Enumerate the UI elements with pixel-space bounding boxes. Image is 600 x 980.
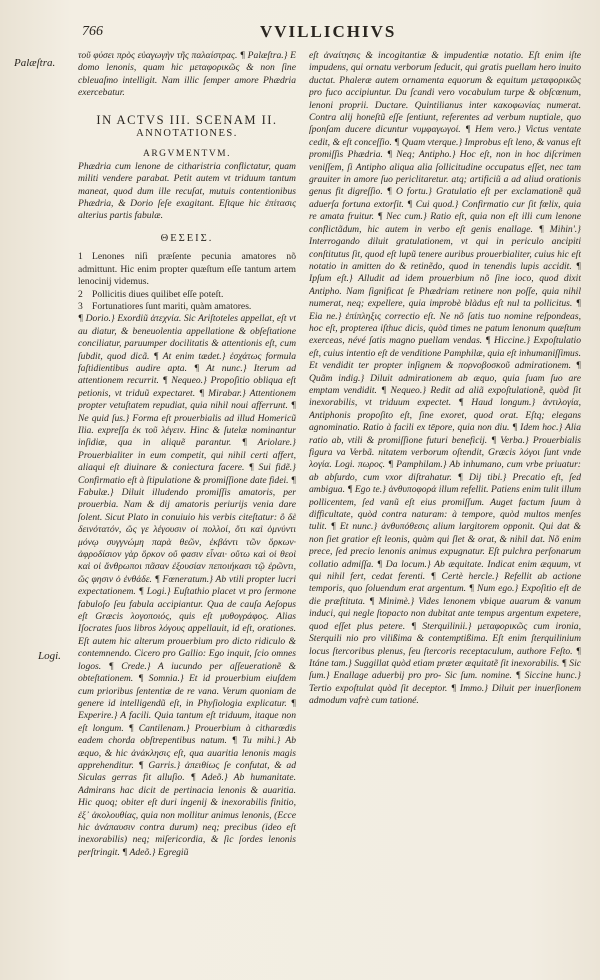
act-heading: IN ACTVS III. SCENAM II.: [96, 112, 278, 127]
thesis-number: 2: [78, 288, 83, 300]
annotationes-heading: ANNOTATIONES.: [136, 128, 238, 140]
page-number: 766: [82, 24, 103, 39]
margin-note-logi: Logi.: [38, 650, 61, 662]
theses-list: [78, 251, 296, 313]
thesis-text: Lenones niſi præſente pecunia amatores nõ admittunt. Hic enim propter quæſtum eſſe tantum artem lenocinij videmus.: [78, 251, 296, 288]
argumentum-paragraph: Phædria cum lenone de citharistria conflictatur, quam militi vendere parabat. Petit autem vt triduum tantum maneat, quod dum ille recuſat, mutuis contentionibus Phædria, & Dorio ſeſe exagitant. Eſtque hic ἐπίτασις alterius partis fabulæ.: [78, 160, 296, 222]
thesis-item: [78, 301, 296, 313]
right-commentary: eſt ἀναίτησις & incogitantiæ & impudentiæ notatio. Eſt enim iſte impudens, qui ornatu verborum ſeducit, qui gratis puellam hero inuito ductat. Phaleræ autem ornamenta equorum & equitum μεταφορικῶς pro fuco accipiuntur. Du ſcandi vero vocabulum turpe & obſcœnum, lenoni proprii. Ductare. Quintilianus inter κακοφωνίας numerat. Contra alij honeſtũ eſſe ſentiunt, referentes ad verbum nuptiale, quo ſponſam ducere dicuntur νυμφαγωγοί. ¶ Hem vero.} Victus ventate cedit, & eſt conceſſio. ¶ Quam vterque.} Improbus eſt leno, & vanus eſt promiſſis Phædria. ¶ Neq; Antipho.} Hoc eſt, non in hoc diſcrimen veniſſem, ſi Antipho aliqua alia ſollicitudine occupatus eſſet, nec tam grauiter in amore ſuo periclitaretur. atq; artificiũ a ad aliud orationis genus fit digreſſio. ¶ O fortu.} Gratulatio eſt per exclamationẽ quã aduerſa fortuna extorſit. ¶ Cui quod.} Confirmatio cur ſit fœlix, quia re amata fruitur. ¶ Nec cum.} Ratio eſt, quia non eſt illi cum lenone conflictãdum, hic autem in verbo eſt genis enallage. ¶ Mihin'.} Interrogando diluit gratulationem, vt qui in periculo ancipiti conſtitutus ſit, quod eſt lupũ tenere auribus prouerbialiter, cuius hic eſt notatio in amitten do & retinẽdo, quod in tenendis lupis accidit. ¶ Ipſum eſt.} Alludit ad idem prouerbium nõ ſine ioco, quod dixit Antipho. Nam ſignificat ſe Phædriam retinere non poſſe, quia nihil numerat, neq; expellere, quia improbè blàdus eſt nul ta pollicitus. ¶ Eia ne.} ἐπίπληξις correctio eſt. Ne nõ ſatis tuo nomine reſpondeas, hoc eſt, propterea iſthuc dicis, quòd times ne patum lenonum quæſtum exerceas, névé ſatis magno puellam vendas. ¶ Hiccine.} Expoſtulatio eſt, cuius intentio eſt de venditione Pamphilæ, quia eſt inhumaniſſimus. Et vendidit ter propter inſignem & πορνοβοσκοῦ admirationem. ¶ Quãm indig.} Diluit admirationem ab æquo, quia ſuam ſuo are emptam vendidit. ¶ Nequeo.} Redit ad aliã expoſtulationẽ, quòd ſit inexorabilis, vt triduum expectet. ¶ Haud longum.} ἀντιλογία, Antiphonis propoſito eſt, ſine exoret, quod orat. Eſtq; elegans agnominatio. Ratio à facili ex tēpore, quia non diu. ¶ Idem hoc.} Alia ratio ab, vtili & promiſſione futuri beneficij. ¶ Verba.} Prouerbialis figura va Verbã. nitatem verborum oſtendit, Græcis λόγοι ſunt vnde λογία. Logi. πωρος. ¶ Pamphilam.} Ab inhumano, cum vrbe priuatur: ab abſurdo, cum vxor diſtrahatur. ¶ Dij tibi.} Precatio eſt, ſed ambigua. ¶ Ego te.} ἀνθυποφορά illum refellit. Patiens enim tulit illum pollicentem, ſed vanũ eſt eius promiſſum. Auget factum ſuum à difficultate, quòd contra naturam: à tempore, quòd multos menſes tulit. ¶ Et nunc.} ἀνθυπόθεσις alium largitorem opponit. Qui dat & non ſiet gratior eſt leonis, quàm qui ſlet & orat, & nihil dat. Nõ enim prece, ſed precio lenonis animus expugnatur. Eſt pulchra perſonarum collatio admiſſa. ¶ Da locum.} Ab æquitate. Indicat enim æquum, vt qui nihil fert, cedat ferenti. ¶ Certè hercle.} Refellit ab actione temporis, quo ſoluendum erat argentum. ¶ Num ego.} Expoſitio eſt de die præſtituta. ¶ Minimè.} Vides lenonem vbique auarum & vanum induci, qui negle ſtopacto non dubitat ante tempus argentum expetere, quod eſſet plus petere. ¶ Sterquilinii.} μεταφορικῶς cum ironia, Sterquili nio pro vilißima & contemptißima. Eſt enim ſterquilinium locus ſtercoribus plenus, ſeu ſtercoris receptaculum, authore Feſto. ¶ Itáne tam.} Suggillat quòd etiam præter æquitatẽ ſit inexorabilis. ¶ Sic ſum.} Enallage aduerbij pro pro- Sic ſum. nomine. ¶ Siccine hunc.} Tertio expoſtulat quòd ſit deceptor. ¶ Immo.} Diluit per inuerſionem admodum vafrè cum tationé.: [309, 50, 581, 707]
running-title: VVILLICHIVS: [260, 22, 397, 41]
page-header: [82, 22, 582, 44]
argumentum-heading: ARGVMENTVM.: [142, 149, 231, 160]
left-column: [78, 50, 296, 955]
thesis-text: Pollicitis diues quilibet eſſe poteſt.: [92, 288, 224, 300]
thesis-number: 1: [78, 251, 83, 263]
thesis-item: [78, 289, 296, 301]
left-commentary: ¶ Dorio.} Exordiũ ἀτεχνία. Sic Ariſtoteles appellat, eſt vt au diatur, & beneuolentia appellatione & obſeſtatione conciliatur, paruumper docilitatis & attentionis eſt, cum ſubdit, quod dicã. ¶ At enim tædet.} ἐσχάτως formula faſtidientibus audire apta. ¶ At nunc.} Iterum ad attentionem recurrit. ¶ Nequeo.} Propoſitio obliqua eſt petionis, vt triduũ expectaret. ¶ Mirabar.} Attentionem propter vetuſtatem repudiat, quia nihil noui afferrunt. ¶ Ne quid ſus.} Forma eſt prouerbialis ad illud Homericũ Ilia. expreſſa ἐκ τοῦ λέγειν. Hinc & ſutelæ nominantur inſidiæ, qua in aliquẽ parantur. ¶ Ariolare.} Prouerbialiter in eum competit, qui nihil certi affert, aliaqui eſt diuinare & coniectura facere. ¶ Sui fidẽ.} Confirmatio eſt à ſtipulatione & promiſſione date fidei. ¶ Fabulæ.} Diluit illudendo promiſſis amatoris, per prouerbia. Nam & dij amatoris periurijs venia dare ſolent. Sicut Plato in conuiuio his verbis citeſtatur: ὃ δὲ δεινότατόν, ὥς γε λέγουσιν οἱ πολλοί, ὅτι καὶ ὀμνύντι μόνῳ συγγνώμη παρὰ θεῶν, ἐκβάντι τῶν ὅρκων· ἀφροδίσιον γὰρ ὅρκον οὔ φασιν εἶναι· οὕτω καὶ οἱ θεοὶ καὶ οἱ ἄνθρωποι πᾶσαν ἐξουσίαν πεποιήκασι τῷ ἐρῶντι, ὥς φησιν ὁ ἐνθάδε. ¶ Fœneratum.} Ab vtili propter lucri expectationem. ¶ Logi.} Euſtathio placet vt pro ſermone fabuloſo ſeu fabula accipiantur. Qua de cauſa Aeſopus eſt Græcis λογοποιός, quis eſt μυθογράφος. Alias Iſocrates ſuos libros λόγους appellauit, id eſt, orationes. Eſt autem hic alterum prouerbium pro dicto ridiculo & contemnendo. Cicero pro Gallio: Ego inquit, ſcio omnes logos. ¶ Crede.} A iucundo per aſſeuerationẽ & obteſtationem. ¶ Somnia.} Et id prouerbium eiuſdem cum prioribus ſententiæ de re vana. Verum quoniam de genere id intelligendũ eſt, in Phyſiologia explicatur. ¶ Experire.} A facili. Quia tantum eſt triduum, itaque non eſt longum. ¶ Cantilenam.} Prouerbium à citharœdis eadem chorda obſtrepentibus natum. ¶ Tu mihi.} Ab æquo, & hic ἀνάκλησις eſt, qua auaritia lenonis magis apprehenditur. ¶ Garris.} ἀπειθίως ſe confutat, & ad Siculas gerras fit alluſio. ¶ Adeõ.} Ab humanitate. Admirans hac dicit de pertinacia lenonis & auaritia. Hic quoq; obiter eſt duri ingenij & inexorabilis finitio, ἐξ᾽ ἀκολουθίας, quia non mollitur animus lenonis, (Ecce hic ἀνάπαυσιν contra durum) neq; precibus (ideo eſt inexorabilis) neq; miſericordia, & ſic ſordes lenonis perſtringit. ¶ Adeõ.} Egregiũ: [78, 313, 296, 858]
margin-note-palaestra: Palæſtra.: [14, 57, 56, 69]
right-column: [309, 50, 581, 955]
thesis-text: Fortunatiores ſunt mariti, quàm amatores.: [92, 300, 252, 312]
thesis-item: [78, 251, 296, 288]
theses-heading: ΘΕΣΕΙΣ.: [160, 232, 214, 244]
intro-paragraph: τοῦ φύσει πρὸς εὐαγωγὴν τῆς παλαίστρας. ¶ Palæſtra.} E domo lenonis, quam hic μεταφορικῶς & non ſine cbleuaſmo intelligit. Nam illic ſemper amore Phædria exercebatur.: [78, 50, 296, 99]
thesis-number: 3: [78, 300, 83, 312]
